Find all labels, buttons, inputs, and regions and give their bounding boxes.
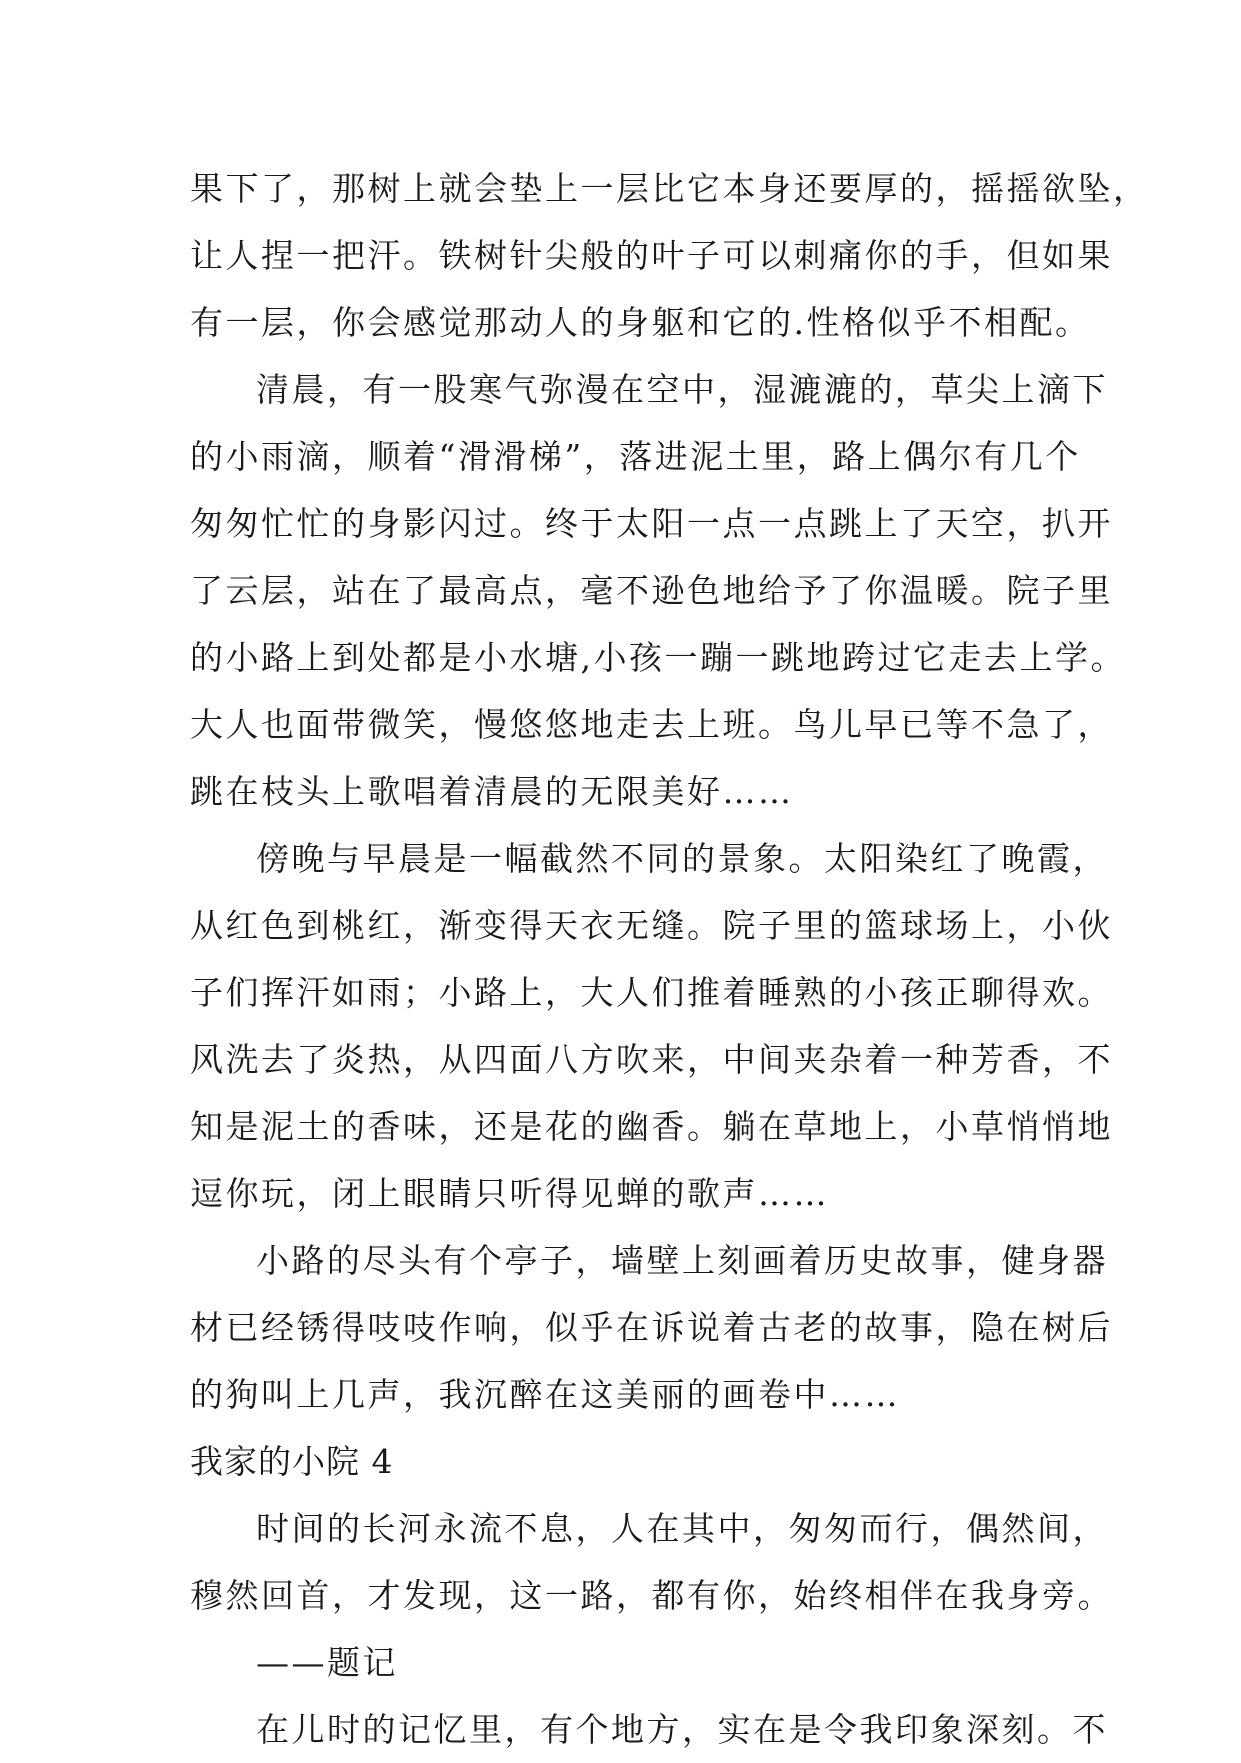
paragraph-start-line: 小路的尽头有个亭子，墙壁上刻画着历史故事，健身器: [256, 1241, 1108, 1280]
text-line: 逗你玩，闭上眼睛只听得见蝉的歌声……: [190, 1174, 829, 1213]
text-line: 了云层，站在了最高点，毫不逊色地给予了你温暖。院子里: [190, 571, 1113, 610]
text-line: 材已经锈得吱吱作响，似乎在诉说着古老的故事，隐在树后: [190, 1308, 1113, 1347]
text-line: 从红色到桃红，渐变得天衣无缝。院子里的篮球场上，小伙: [190, 906, 1113, 945]
paragraph-start-line: 傍晚与早晨是一幅截然不同的景象。太阳染红了晚霞，: [256, 839, 1108, 878]
paragraph-start-line: 时间的长河永流不息，人在其中，匆匆而行，偶然间，: [256, 1509, 1108, 1548]
text-line: 让人捏一把汗。铁树针尖般的叶子可以刺痛你的手，但如果: [190, 236, 1113, 275]
text-line: 有一层，你会感觉那动人的身躯和它的.性格似乎不相配。: [190, 303, 1091, 342]
text-line: 知是泥土的香味，还是花的幽香。躺在草地上，小草悄悄地: [190, 1107, 1113, 1146]
paragraph-start-line: 在儿时的记忆里，有个地方，实在是令我印象深刻。不: [256, 1710, 1108, 1749]
text-line: 的小雨滴，顺着“滑滑梯”，落进泥土里，路上偶尔有几个: [190, 437, 1081, 476]
text-line: 大人也面带微笑，慢悠悠地走去上班。鸟儿早已等不急了，: [190, 705, 1113, 744]
text-line: 的小路上到处都是小水塘,小孩一蹦一跳地跨过它走去上学。: [190, 638, 1126, 677]
text-line: 果下了，那树上就会垫上一层比它本身还要厚的，摇摇欲坠，: [190, 169, 1149, 208]
text-line: 的狗叫上几声，我沉醉在这美丽的画卷中……: [190, 1375, 900, 1414]
section-title: 我家的小院 4: [190, 1442, 394, 1481]
text-line: 子们挥汗如雨；小路上，大人们推着睡熟的小孩正聊得欢。: [190, 973, 1113, 1012]
text-line: 跳在枝头上歌唱着清晨的无限美好……: [190, 772, 794, 811]
text-line: 匆匆忙忙的身影闪过。终于太阳一点一点跳上了天空，扒开: [190, 504, 1113, 543]
text-line: 穆然回首，才发现，这一路，都有你，始终相伴在我身旁。: [190, 1576, 1113, 1615]
epigraph-attribution: ——题记: [256, 1643, 398, 1682]
paragraph-start-line: 清晨，有一股寒气弥漫在空中，湿漉漉的，草尖上滴下: [256, 370, 1108, 409]
document-body: [190, 155, 1149, 1763]
text-line: 风洗去了炎热，从四面八方吹来，中间夹杂着一种芳香，不: [190, 1040, 1113, 1079]
